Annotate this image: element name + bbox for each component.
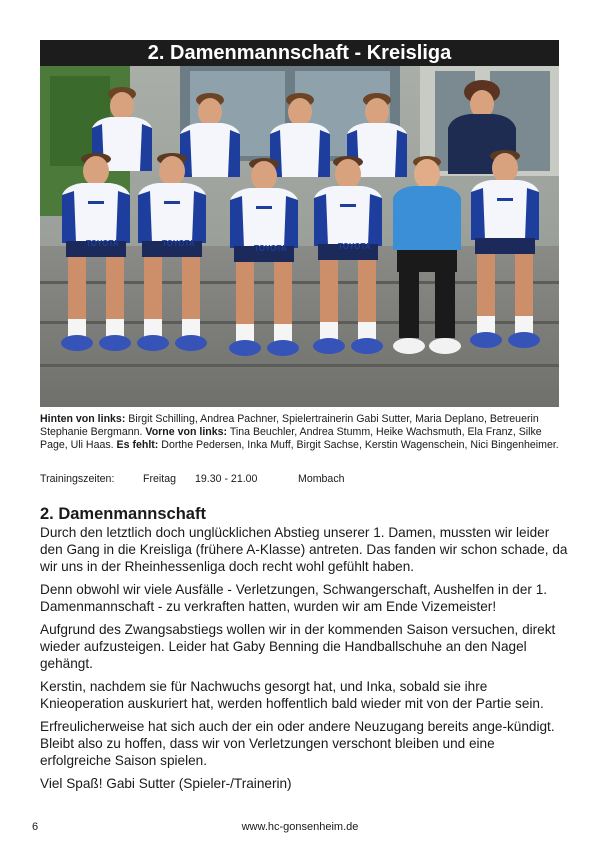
- article-paragraph: Aufgrund des Zwangsabstiegs wollen wir in der kommenden Saison versuchen, direkt wieder aufzusteigen. Leider hat Gaby Benning die Handballschuhe an den Nagel gehängt.: [40, 622, 556, 671]
- training-day: Freitag: [143, 473, 176, 485]
- training-label: Trainingszeiten:: [40, 473, 115, 485]
- caption-front-label: Vorne von links:: [145, 425, 228, 438]
- caption-missing-label: Es fehlt:: [116, 438, 159, 451]
- article-body: [40, 524, 568, 798]
- svg-text:TOYOTA: TOYOTA: [338, 242, 371, 251]
- caption-front-names: Tina Beuchler, Andrea Stumm, Heike Wachsmuth, Ela Franz, Silke Page, Uli Haas.: [40, 425, 542, 451]
- svg-text:TOYOTA: TOYOTA: [86, 239, 119, 248]
- page-number: 6: [32, 821, 39, 833]
- training-place: Mombach: [298, 473, 345, 485]
- team-photo: [40, 66, 559, 407]
- article-heading: 2. Damenmannschaft: [40, 505, 206, 523]
- caption-back-label: Hinten von links:: [40, 413, 126, 425]
- page-title: 2. Damenmannschaft - Kreisliga: [40, 40, 559, 66]
- footer-url: www.hc-gonsenheim.de: [241, 821, 359, 833]
- svg-text:TOYOTA: TOYOTA: [254, 244, 287, 253]
- caption-back-names: Birgit Schilling, Andrea Pachner, Spielertrainerin Gabi Sutter, Maria Deplano, Betreuerin Stephanie Bergmann.: [40, 413, 539, 438]
- article-paragraph: Durch den letztlich doch unglücklichen Abstieg unserer 1. Damen, mussten wir leider den Gang in die Kreisliga (frühere A-Klasse) antreten. Das fanden wir schon schade, da wir uns in der Rheinhessenliga doch recht wohl gefühlt haben.: [40, 525, 568, 574]
- photo-caption: [40, 413, 562, 452]
- training-time: 19.30 - 21.00: [195, 473, 258, 485]
- article-paragraph: Kerstin, nachdem sie für Nachwuchs gesorgt hat, und Inka, sobald sie ihre Knieoperation auskuriert hat, werden hoffentlich bald wieder mit von der Partie sein.: [40, 679, 544, 711]
- article-signature: Viel Spaß! Gabi Sutter (Spieler-/Trainerin): [40, 776, 292, 791]
- svg-text:TOYOTA: TOYOTA: [162, 239, 195, 248]
- caption-missing-names: Dorthe Pedersen, Inka Muff, Birgit Sachse, Kerstin Wagenschein, Nici Bingenheimer.: [158, 438, 559, 451]
- article-paragraph: Denn obwohl wir viele Ausfälle - Verletzungen, Schwangerschaft, Aushelfen in der 1. Damenmannschaft - zu verkraften hatten, wurden wir am Ende Vizemeister!: [40, 582, 548, 614]
- article-paragraph: Erfreulicherweise hat sich auch der ein oder andere Neuzugang bereits ange-kündigt. Bleibt also zu hoffen, dass wir von Verletzungen verschont bleiben und eine erfolgreiche Saison spielen.: [40, 719, 555, 768]
